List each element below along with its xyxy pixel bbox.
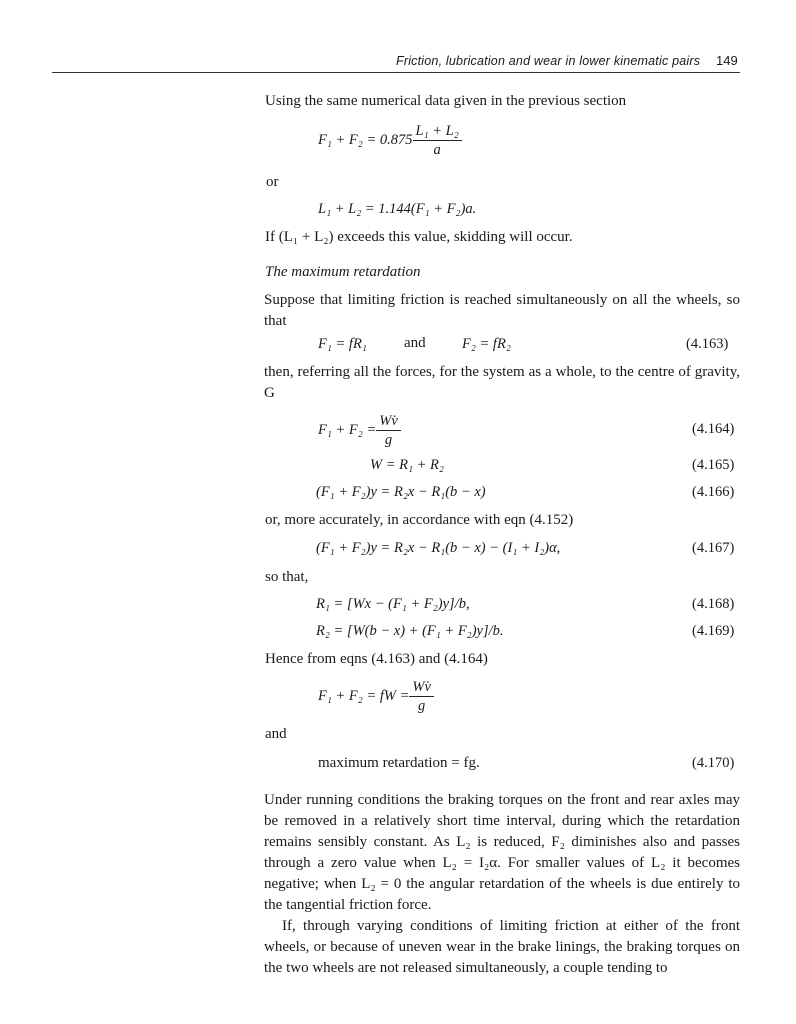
page-number: 149 (716, 53, 738, 68)
suppose-text: Suppose that limiting friction is reached simultaneously on all the wheels, so that (264, 292, 740, 329)
equation-4-163-b: F₂ = fR₂ (462, 336, 511, 352)
or-line: or (266, 174, 279, 190)
equation-ratio (318, 122, 462, 159)
equation-ratio-fraction (413, 122, 462, 159)
equation-number-4-169: (4.169) (692, 623, 735, 639)
equation-ratio-lhs: F₁ + F₂ = 0.875 (318, 131, 413, 148)
header-rule (52, 72, 740, 73)
fraction-numerator: Wv̇ (409, 678, 434, 697)
equation-4-163-a: F₁ = fR₁ (318, 336, 367, 352)
section-title: The maximum retardation (265, 264, 421, 280)
fraction-denominator: a (433, 142, 441, 158)
equation-4-168: R₁ = [Wx − (F₁ + F₂)y]/b, (316, 596, 470, 612)
equation-number-4-170: (4.170) (692, 755, 735, 771)
fraction-denominator: g (418, 698, 426, 714)
equation-4-165: W = R₁ + R₂ (370, 457, 444, 473)
equation-hence-lhs: F₁ + F₂ = fW = (318, 687, 410, 704)
equation-4-164 (318, 412, 401, 449)
body-paragraphs (264, 790, 740, 979)
hence-line: Hence from eqns (4.163) and (4.164) (265, 651, 488, 667)
and-line: and (265, 726, 287, 742)
equation-4-170: maximum retardation = fg. (318, 755, 480, 771)
equation-number-4-164: (4.164) (692, 421, 735, 437)
equation-4-164-lhs: F₁ + F₂ = (318, 421, 377, 438)
then-text: then, referring all the forces, for the system as a whole, to the centre of gravity, G (264, 364, 740, 401)
so-that-line: so that, (265, 569, 309, 585)
paragraph-running-conditions: Under running conditions the braking torques on the front and rear axles may be removed in a relatively short time interval, during which the retardation remains sensibly constant. As L₂ is reduced, F₂ diminishes also and passes through a zero value when L₂ = I₂α. For smaller values of L₂ it becomes negative; when L₂ = 0 the angular retardation of the wheels is due entirely to the tangential friction force. (264, 792, 740, 913)
running-header-title: Friction, lubrication and wear in lower kinematic pairs (396, 54, 701, 68)
fraction-numerator: L₁ + L₂ (413, 122, 462, 141)
suppose-paragraph (264, 290, 740, 332)
equation-number-4-167: (4.167) (692, 540, 735, 556)
equation-hence-fraction (409, 678, 434, 715)
equation-hence (318, 678, 434, 715)
equation-number-4-168: (4.168) (692, 596, 735, 612)
equation-4-167: (F₁ + F₂)y = R₂x − R₁(b − x) − (I₁ + I₂)α, (316, 540, 561, 556)
intro-line: Using the same numerical data given in the previous section (265, 93, 627, 109)
equation-4-166: (F₁ + F₂)y = R₂x − R₁(b − x) (316, 484, 486, 500)
equation-4-164-fraction (376, 412, 401, 449)
equation-number-4-163: (4.163) (686, 336, 729, 352)
equation-load-sum: L₁ + L₂ = 1.144(F₁ + F₂)a. (318, 201, 477, 217)
equation-number-4-166: (4.166) (692, 484, 735, 500)
fraction-numerator: Wv̇ (376, 412, 401, 431)
or-more-line: or, more accurately, in accordance with eqn (4.152) (265, 512, 574, 528)
equation-number-4-165: (4.165) (692, 457, 735, 473)
fraction-denominator: g (384, 432, 393, 448)
skidding-line: If (L₁ + L₂) exceeds this value, skidding will occur. (265, 229, 573, 245)
equation-4-163-and: and (404, 335, 426, 351)
then-paragraph (264, 362, 740, 404)
equation-4-169: R₂ = [W(b − x) + (F₁ + F₂)y]/b. (316, 623, 504, 639)
paragraph-varying-conditions: If, through varying conditions of limiting friction at either of the front wheels, or because of uneven wear in the brake linings, the braking torques on the two wheels are not released simultaneously, a couple tending to (264, 918, 740, 976)
